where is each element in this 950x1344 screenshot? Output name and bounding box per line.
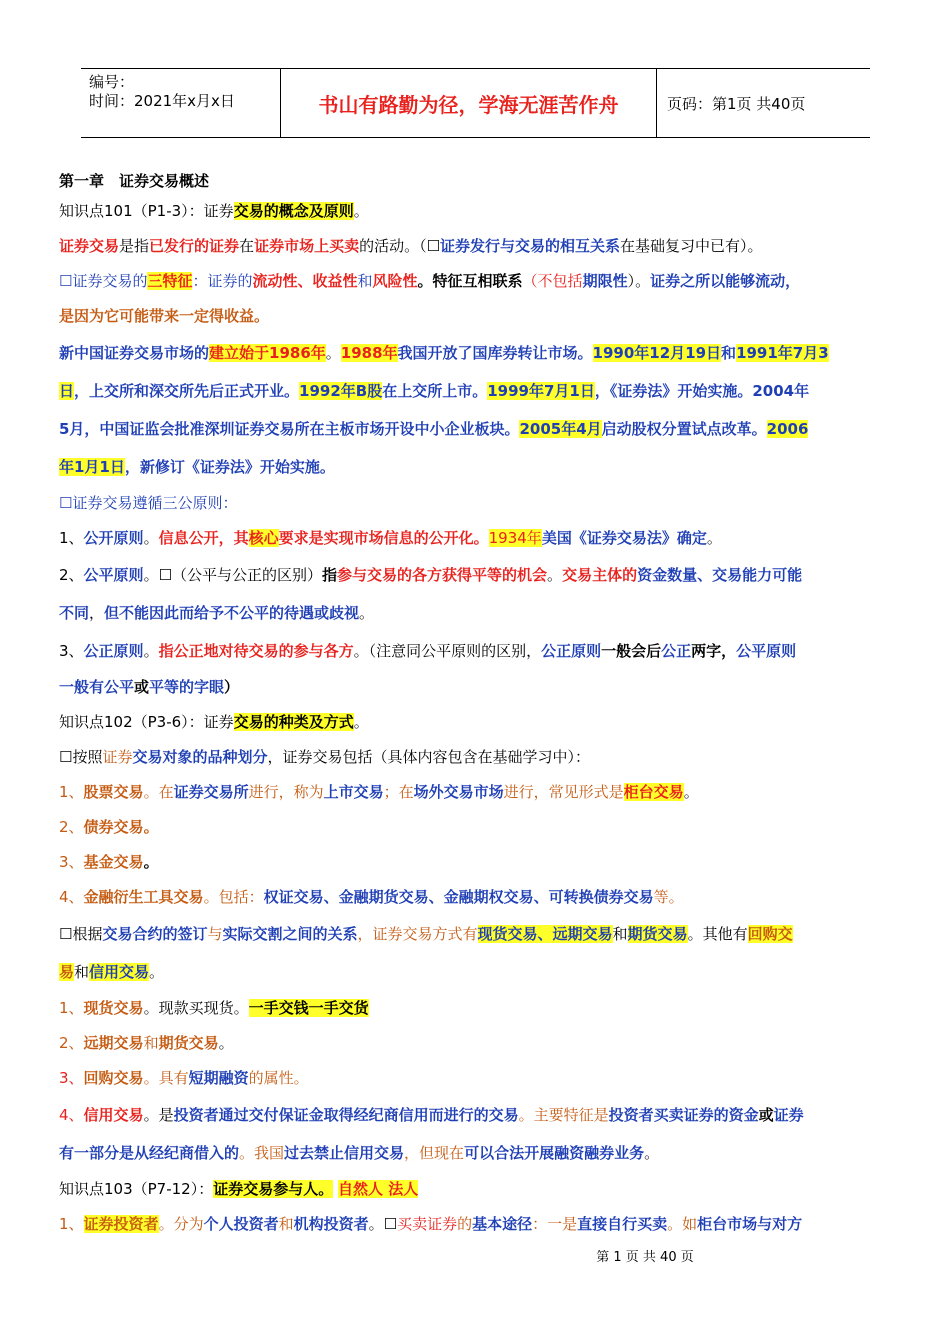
investor-line: 1、证券投资者。分为个人投资者和机构投资者。☐买卖证券的基本途径：一是直接自行买卖。如柜台市场与对方 [59,1215,803,1233]
principle-3: 3、公正原则。指公正地对待交易的参与各方。（注意同公平原则的区别，公正原则一般会后公正两字，公平原则 [59,642,797,660]
principle-2: 2、公平原则。☐（公平与公正的区别）指参与交易的各方获得平等的机会。交易主体的资金数量、交易能力可能 [59,566,803,584]
principles-intro: ☐证券交易遵循三公原则： [59,494,238,512]
mode-4: 4、信用交易。是投资者通过交付保证金取得经纪商信用而进行的交易。主要特征是投资者买卖证券的资金或证券 [59,1106,804,1124]
mode-3: 3、回购交易。具有短期融资的属性。 [59,1069,309,1087]
page-footer: 第 1 页 共 40 页 [596,1250,694,1265]
header-meta-cell [81,69,281,137]
kind-3: 3、基金交易。 [59,853,159,871]
knowledge-point-101: 知识点101（P1-3）：证券交易的概念及原则。 [59,202,369,220]
header-motto: 书山有路勤为径，学海无涯苦作舟 [281,69,657,137]
mode-4-line-2: 有一部分是从经纪商借入的。我国过去禁止信用交易，但现在可以合法开展融资融券业务。 [59,1144,660,1162]
history-line-3: 5月，中国证监会批准深圳证券交易所在主板市场开设中小企业板块。2005年4月启动股权分置试点改革。2006 [59,420,809,438]
history-line-4: 年1月1日，新修订《证券法》开始实施。 [59,458,335,476]
definition-line: 证券交易是指已发行的证券在证券市场上买卖的活动。（☐证券发行与交易的相互关系在基础复习中已有）。 [59,237,763,255]
history-line-2: 日，上交所和深交所先后正式开业。1992年B股在上交所上市。1999年7月1日，《证券法》开始实施。2004年 [59,382,810,400]
modes-intro: ☐根据交易合约的签订与实际交割之间的关系，证券交易方式有现货交易、远期交易和期货交易。其他有回购交 [59,925,793,943]
principle-2-line-2: 不同，但不能因此而给予不公平的待遇或歧视。 [59,604,375,622]
header-page-label: 页码：第1页 共40页 [667,94,806,113]
knowledge-point-103: 知识点103（P7-12）：证券交易参与人。 自然人 法人 [59,1180,419,1198]
mode-1: 1、现货交易。现款买现货。一手交钱一手交货 [59,999,369,1017]
three-features-line: ☐证券交易的三特征：证券的流动性、收益性和风险性。特征互相联系（不包括期限性）。证券之所以能够流动， [59,272,801,290]
kind-1: 1、股票交易。在证券交易所进行，称为上市交易；在场外交易市场进行，常见形式是柜台交易。 [59,783,699,801]
kind-2: 2、债券交易。 [59,818,159,836]
document-number-label: 编号： [89,73,135,91]
kinds-intro: ☐按照证券交易对象的品种划分，证券交易包括（具体内容包含在基础学习中）： [59,748,590,766]
mode-2: 2、远期交易和期货交易。 [59,1034,234,1052]
document-date-label: 时间：2021年x月x日 [89,92,235,110]
three-features-line-2: 是因为它可能带来一定得收益。 [59,307,270,325]
principle-1: 1、公开原则。信息公开，其核心要求是实现市场信息的公开化。1934年美国《证券交易法》确定。 [59,529,722,547]
page-header [81,68,870,138]
document-body [59,168,899,1242]
knowledge-point-102: 知识点102（P3-6）：证券交易的种类及方式。 [59,713,369,731]
chapter-title: 第一章 证券交易概述 [59,172,210,190]
principle-3-line-2: 一般有公平或平等的字眼） [59,678,240,696]
modes-intro-line-2: 易和信用交易。 [59,963,165,981]
kind-4: 4、金融衍生工具交易。包括：权证交易、金融期货交易、金融期权交易、可转换债券交易等。 [59,888,684,906]
history-line-1: 新中国证券交易市场的建立始于1986年。1988年我国开放了国库券转让市场。1990年12月19日和1991年7月3 [59,344,829,362]
